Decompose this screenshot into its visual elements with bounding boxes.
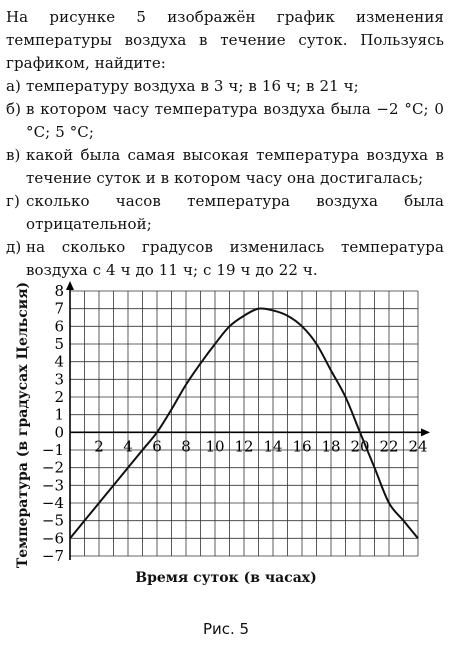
y-axis-arrow <box>66 281 74 290</box>
x-tick-label: 14 <box>263 437 283 456</box>
item-label: а) <box>6 77 21 95</box>
y-tick-label: 1 <box>54 405 64 424</box>
x-tick-label: 10 <box>205 437 225 456</box>
x-tick-label: 24 <box>408 437 428 456</box>
x-axis-arrow <box>421 428 430 436</box>
x-tick-label: 18 <box>321 437 341 456</box>
problem-text <box>6 6 444 282</box>
y-axis-label: Температура (в градусах Цельсия) <box>15 281 31 569</box>
y-tick-label: 5 <box>54 335 64 353</box>
y-tick-label: 3 <box>54 370 64 389</box>
item-text: сколько часов температура воздуха была отрицательной; <box>26 192 444 233</box>
temperature-chart <box>0 275 452 575</box>
x-tick-label: 22 <box>379 437 399 456</box>
y-tick-label: −6 <box>41 529 64 548</box>
x-tick-label: 12 <box>234 437 254 456</box>
x-tick-label: 6 <box>152 437 162 456</box>
item-label: д) <box>6 238 22 256</box>
y-tick-label: 8 <box>54 282 64 300</box>
item-text: в котором часу температура воздуха была −2 °С; 0 °С; 5 °С; <box>26 100 444 141</box>
x-axis-label: Время суток (в часах) <box>135 570 317 586</box>
x-tick-label: 4 <box>123 437 133 456</box>
y-tick-label: −1 <box>41 441 64 459</box>
problem-item-c <box>6 144 444 190</box>
item-label: в) <box>6 146 21 164</box>
item-label: б) <box>6 100 22 118</box>
x-tick-label: 8 <box>181 437 191 456</box>
item-text: какой была самая высокая температура воздуха в течение суток и в котором часу она достигалась; <box>26 146 444 187</box>
x-tick-label: 2 <box>94 437 104 456</box>
y-tick-label: 6 <box>54 317 64 336</box>
figure-caption: Рис. 5 <box>202 620 250 638</box>
item-text: на сколько градусов изменилась температура воздуха с 4 ч до 11 ч; с 19 ч до 22 ч. <box>26 238 444 279</box>
y-tick-label: −3 <box>41 476 64 495</box>
problem-item-a <box>6 75 444 98</box>
problem-item-b <box>6 98 444 144</box>
x-tick-label: 20 <box>350 437 370 456</box>
y-tick-label: 2 <box>54 388 64 406</box>
y-tick-label: −5 <box>41 511 64 530</box>
x-tick-label: 16 <box>292 437 312 456</box>
y-tick-label: −2 <box>41 458 64 477</box>
y-tick-label: 4 <box>54 352 64 371</box>
y-tick-label: 7 <box>54 299 64 318</box>
y-tick-label: −4 <box>41 494 64 512</box>
item-text: температуру воздуха в 3 ч; в 16 ч; в 21 ч; <box>26 77 359 95</box>
y-tick-label: −7 <box>41 547 64 565</box>
item-label: г) <box>6 192 20 210</box>
problem-intro: На рисунке 5 изображён график изменения температуры воздуха в течение суток. Пользуясь графиком, найдите: <box>6 8 444 72</box>
y-tick-label: 0 <box>54 423 64 442</box>
problem-item-d <box>6 190 444 236</box>
